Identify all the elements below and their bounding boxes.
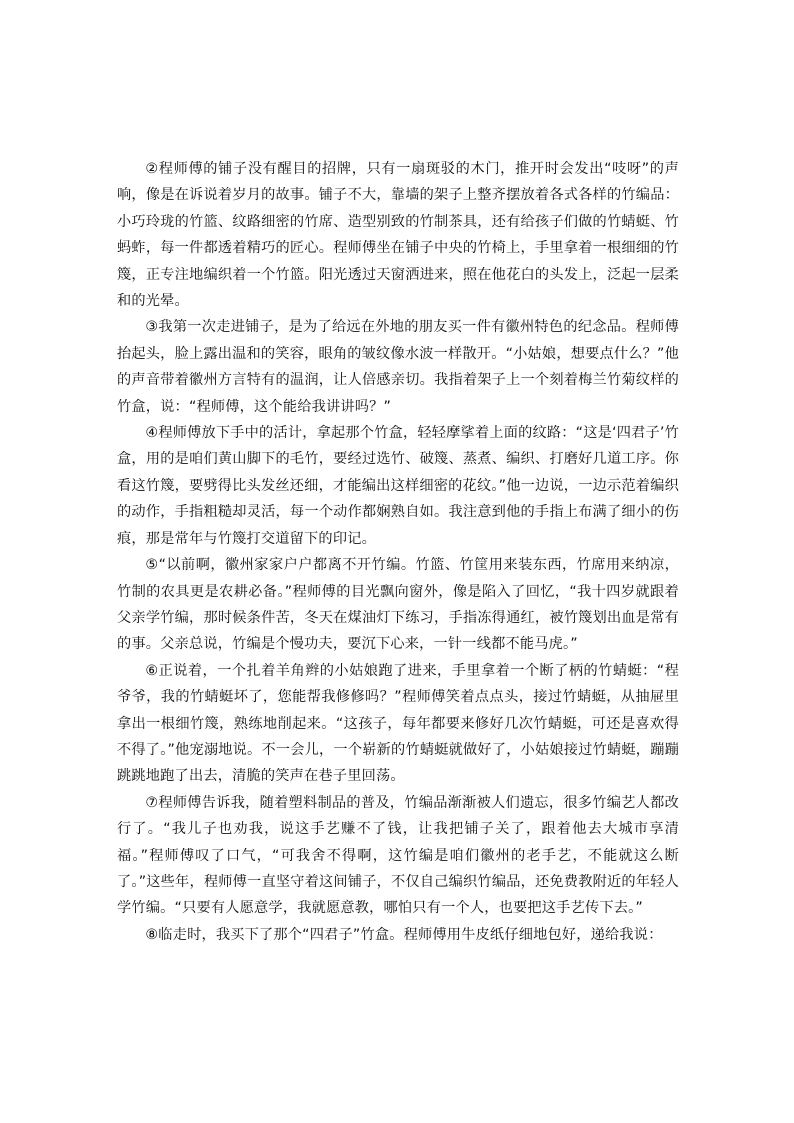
paragraph-8: ⑧临走时，我买下了那个“四君子”竹盒。程师傅用牛皮纸仔细地包好，递给我说： [145, 926, 663, 943]
paragraph-4: ④程师傅放下手中的活计，拿起那个竹盒，轻轻摩挲着上面的纹路：“这是‘四君子’竹盒，用的是咱们黄山脚下的毛竹，要经过选竹、破篾、蒸煮、编织、打磨好几道工序。你看这竹篾，要劈得比头发丝还细，才能编出这样细密的花纹。”他一边说，一边示范着编织的动作，手指粗糙却灵活，每一个动作都娴熟自如。我注意到他的手指上布满了细小的伤痕，那是常年与竹篾打交道留下的印记。 [117, 425, 679, 547]
paragraph-7: ⑦程师傅告诉我，随着塑料制品的普及，竹编品渐渐被人们遗忘，很多竹编艺人都改行了。“我儿子也劝我，说这手艺赚不了钱，让我把铺子关了，跟着他去大城市享清福。”程师傅叹了口气，“可我舍不得啊，这竹编是咱们徽州的老手艺，不能就这么断了。”这些年，程师傅一直坚守着这间铺子，不仅自己编织竹编品，还免费教附近的年轻人学竹编。“只要有人愿意学，我就愿意教，哪怕只有一个人，也要把这手艺传下去。” [117, 794, 679, 917]
paragraph-3: ③我第一次走进铺子，是为了给远在外地的朋友买一件有徽州特色的纪念品。程师傅抬起头，脸上露出温和的笑容，眼角的皱纹像水波一样散开。“小姑娘，想要点什么？”他的声音带着徽州方言特有的温润，让人倍感亲切。我指着架子上一个刻着梅兰竹菊纹样的竹盒，说：“程师傅，这个能给我讲讲吗？” [117, 319, 679, 415]
paragraph-2: ②程师傅的铺子没有醒目的招牌，只有一扇斑驳的木门，推开时会发出“吱呀”的声响，像是在诉说着岁月的故事。铺子不大，靠墙的架子上整齐摆放着各式各样的竹编品：小巧玲珑的竹篮、纹路细密的竹席、造型别致的竹制茶具，还有给孩子们做的竹蜻蜓、竹蚂蚱，每一件都透着精巧的匠心。程师傅坐在铺子中央的竹椅上，手里拿着一根细细的竹篾，正专注地编织着一个竹篮。阳光透过天窗洒进来，照在他花白的头发上，泛起一层柔和的光晕。 [117, 161, 679, 310]
paragraph-5: ⑤“以前啊，徽州家家户户都离不开竹编。竹篮、竹筐用来装东西，竹席用来纳凉，竹制的农具更是农耕必备。”程师傅的目光飘向窗外，像是陷入了回忆，“我十四岁就跟着父亲学竹编，那时候条件苦，冬天在煤油灯下练习，手指冻得通红，被竹篾划出血是常有的事。父亲总说，竹编是个慢功夫，要沉下心来，一针一线都不能马虎。” [117, 557, 679, 653]
article-body [117, 156, 679, 948]
paragraph-6: ⑥正说着，一个扎着羊角辫的小姑娘跑了进来，手里拿着一个断了柄的竹蜻蜓：“程爷爷，我的竹蜻蜓坏了，您能帮我修修吗？”程师傅笑着点点头，接过竹蜻蜓，从抽屉里拿出一根细竹篾，熟练地削起来。“这孩子，每年都要来修好几次竹蜻蜓，可还是喜欢得不得了。”他宠溺地说。不一会儿，一个崭新的竹蜻蜓就做好了，小姑娘接过竹蜻蜓，蹦蹦跳跳地跑了出去，清脆的笑声在巷子里回荡。 [117, 662, 679, 785]
